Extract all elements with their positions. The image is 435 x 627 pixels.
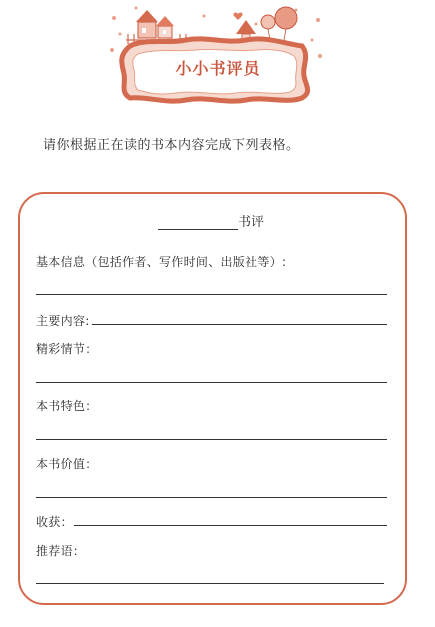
main-content-answer-line[interactable] bbox=[92, 324, 387, 325]
basic-info-answer-line[interactable] bbox=[36, 294, 387, 295]
recommendation-label: 推荐语： bbox=[36, 544, 86, 558]
header-banner bbox=[106, 0, 326, 108]
balloon-icon bbox=[236, 7, 297, 40]
main-content-label: 主要内容: bbox=[36, 314, 90, 328]
recommendation-answer-line[interactable] bbox=[36, 583, 384, 584]
banner-illustration bbox=[106, 0, 326, 108]
house-icon bbox=[136, 10, 174, 38]
features-label: 本书特色： bbox=[36, 399, 98, 413]
instruction-text: 请你根据正在读的书本内容完成下列表格。 bbox=[43, 138, 300, 153]
gains-answer-line[interactable] bbox=[74, 525, 387, 526]
highlights-answer-line[interactable] bbox=[36, 382, 387, 383]
gains-label: 收获： bbox=[36, 515, 73, 529]
value-answer-line[interactable] bbox=[36, 497, 387, 498]
highlights-label: 精彩情节： bbox=[36, 342, 98, 356]
features-answer-line[interactable] bbox=[36, 439, 387, 440]
value-label: 本书价值： bbox=[36, 457, 98, 471]
basic-info-label: 基本信息（包括作者、写作时间、出版社等）: bbox=[36, 255, 287, 269]
review-title-row bbox=[158, 211, 264, 230]
book-title-blank[interactable] bbox=[158, 215, 238, 230]
banner-title: 小小书评员 bbox=[175, 59, 261, 78]
review-title-suffix: 书评 bbox=[238, 215, 265, 230]
